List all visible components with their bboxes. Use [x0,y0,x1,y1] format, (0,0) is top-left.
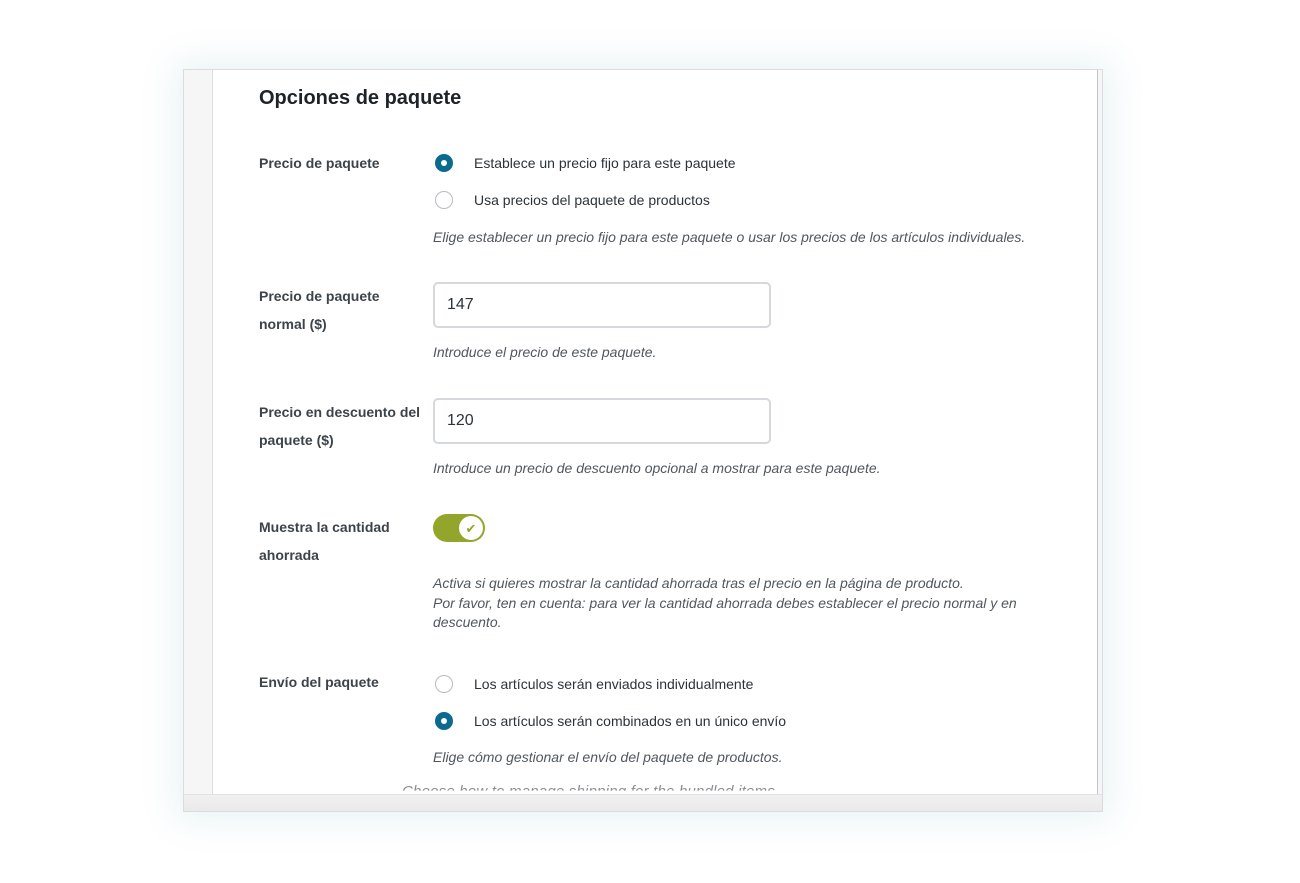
show-saved-description-line-2: Por favor, ten en cuenta: para ver la cantidad ahorrada debes establecer el precio normal y en descuento. [433,594,1017,630]
section-title: Opciones de paquete [259,87,462,109]
bundle-options-panel [212,70,1098,794]
show-saved-label: Muestra la cantidad ahorrada [259,519,390,563]
radio-fixed-price[interactable] [435,154,453,172]
radio-ship-individually-label[interactable]: Los artículos serán enviados individualmente [474,676,754,692]
shipping-description: Elige cómo gestionar el envío del paquete de productos. [433,749,783,765]
radio-product-prices-option[interactable] [435,189,710,211]
radio-product-prices-label[interactable]: Usa precios del paquete de productos [474,192,710,208]
show-saved-description-line-1: Activa si quieres mostrar la cantidad ahorrada tras el precio en la página de producto. [433,575,964,591]
radio-ship-combined-option[interactable] [435,710,786,732]
sale-price-label: Precio en descuento del paquete ($) [259,404,421,448]
show-saved-toggle[interactable] [433,514,485,542]
radio-fixed-price-option[interactable] [435,152,736,174]
regular-price-description: Introduce el precio de este paquete. [433,344,657,360]
settings-window [183,69,1103,812]
regular-price-input[interactable] [433,282,771,328]
radio-ship-combined-label[interactable]: Los artículos serán combinados en un único envío [474,713,787,729]
radio-ship-individually[interactable] [435,675,453,693]
radio-ship-individually-option[interactable] [435,673,753,695]
radio-fixed-price-label[interactable]: Establece un precio fijo para este paquete [474,155,736,171]
sale-price-input[interactable] [433,398,771,444]
regular-price-label: Precio de paquete normal ($) [259,288,380,332]
shipping-label: Envío del paquete [259,674,379,690]
show-saved-description [433,574,1073,633]
bottom-strip [184,794,1102,812]
sale-price-description: Introduce un precio de descuento opcional a mostrar para este paquete. [433,460,881,476]
radio-product-prices[interactable] [435,191,453,209]
check-icon: ✔ [465,520,477,536]
bundle-price-description: Elige establecer un precio fijo para este paquete o usar los precios de los artículos individuales. [433,229,1026,245]
toggle-knob[interactable] [459,516,483,540]
radio-ship-combined[interactable] [435,712,453,730]
bundle-price-label: Precio de paquete [259,155,380,171]
